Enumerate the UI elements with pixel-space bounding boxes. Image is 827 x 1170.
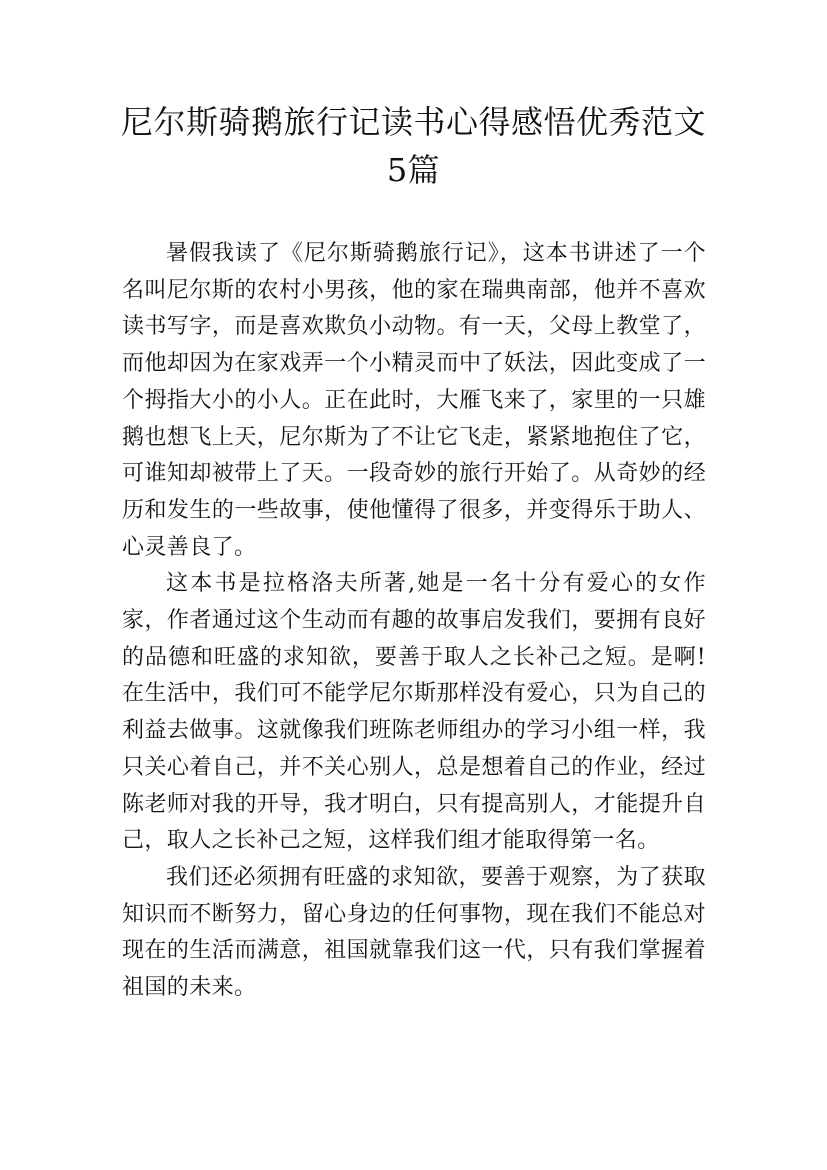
- document-body: [122, 236, 706, 1007]
- document-title: [100, 98, 727, 194]
- title-line-2: 5篇: [386, 151, 441, 189]
- paragraph: 我们还必须拥有旺盛的求知欲，要善于观察，为了获取知识而不断努力，留心身边的任何事物，现在我们不能总对现在的生活而满意，祖国就靠我们这一代，只有我们掌握着祖国的未来。: [122, 864, 706, 1001]
- paragraph: 这本书是拉格洛夫所著,她是一名十分有爱心的女作家，作者通过这个生动而有趣的故事启发我们，要拥有良好的品德和旺盛的求知欲，要善于取人之长补己之短。是啊!在生活中，我们可不能学尼尔斯那样没有爱心，只为自己的利益去做事。这就像我们班陈老师组办的学习小组一样，我只关心着自己，并不关心别人，总是想着自己的作业，经过陈老师对我的开导，我才明白，只有提高别人，才能提升自己，取人之长补己之短，这样我们组才能取得第一名。: [122, 571, 706, 854]
- title-line-1: 尼尔斯骑鹅旅行记读书心得感悟优秀范文: [120, 103, 706, 141]
- paragraph: 暑假我读了《尼尔斯骑鹅旅行记》，这本书讲述了一个名叫尼尔斯的农村小男孩，他的家在瑞典南部，他并不喜欢读书写字，而是喜欢欺负小动物。有一天，父母上教堂了，而他却因为在家戏弄一个小精灵而中了妖法，因此变成了一个拇指大小的小人。正在此时，大雁飞来了，家里的一只雄鹅也想飞上天，尼尔斯为了不让它飞走，紧紧地抱住了它，可谁知却被带上了天。一段奇妙的旅行开始了。从奇妙的经历和发生的一些故事，使他懂得了很多，并变得乐于助人、心灵善良了。: [122, 241, 706, 560]
